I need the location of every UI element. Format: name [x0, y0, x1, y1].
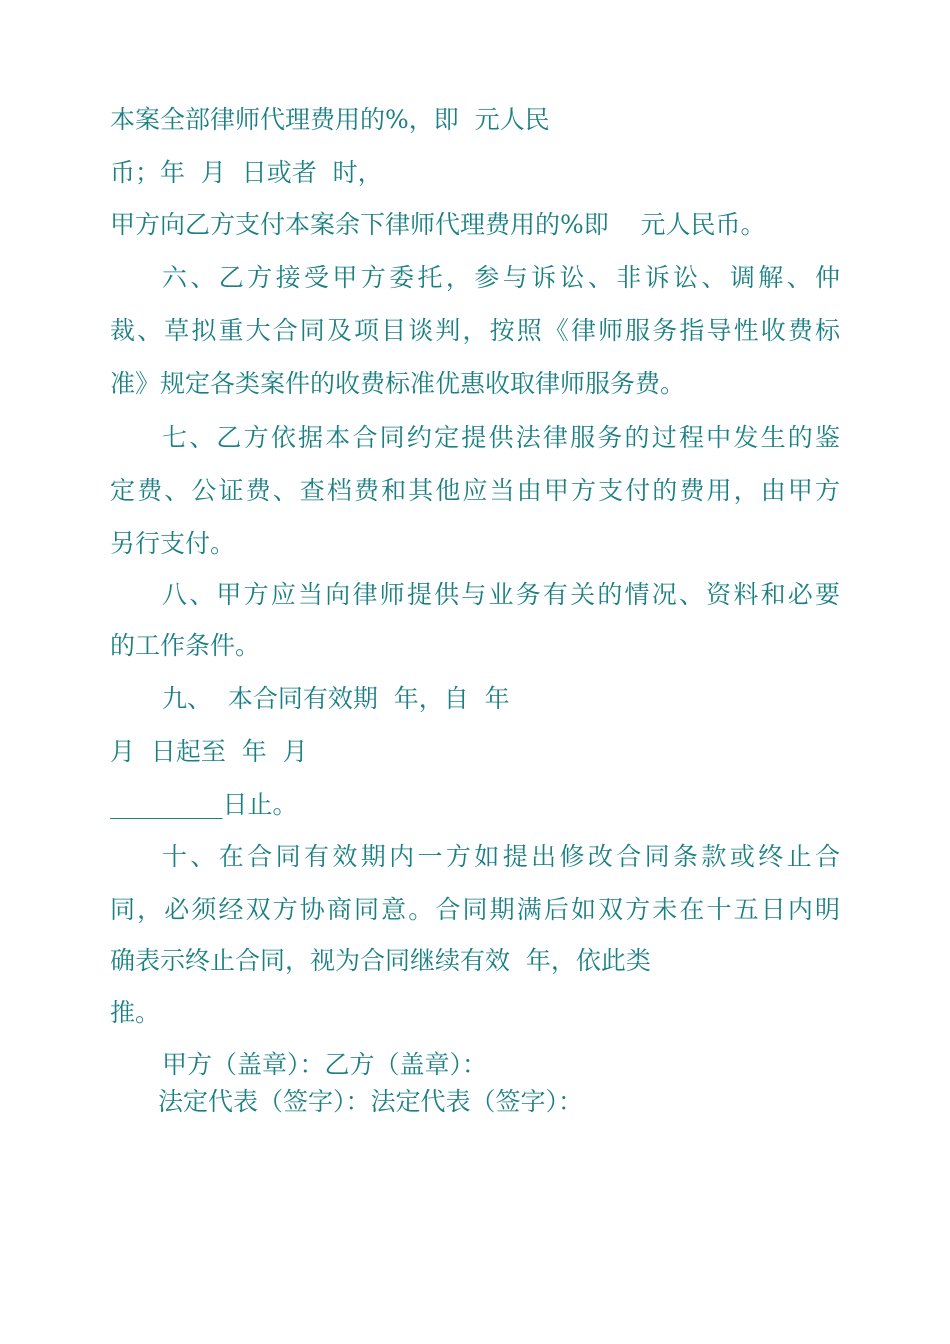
signature-rep-line: 法定代表（签字）：法定代表（签字）：: [158, 1087, 584, 1116]
clause-7-line: 七、乙方依据本合同约定提供法律服务的过程中发生的鉴: [162, 423, 840, 452]
clause-9-line: _________日止。: [110, 790, 298, 819]
signature-seal-line: 甲方（盖章）：乙方（盖章）：: [162, 1050, 488, 1079]
clause-9-line: 九、 本合同有效期 年，自 年: [162, 684, 510, 713]
clause-10-line: 推。: [110, 998, 161, 1027]
clause-10-line: 十、在合同有效期内一方如提出修改合同条款或终止合: [162, 842, 840, 871]
clause-10-line: 同，必须经双方协商同意。合同期满后如双方未在十五日内明: [110, 895, 840, 924]
clause-9-line: 月 日起至 年 月: [110, 737, 308, 766]
clause-8-line: 的工作条件。: [110, 631, 261, 660]
text-line: 币；年 月 日或者 时，: [110, 158, 383, 187]
clause-10-line: 确表示终止合同，视为合同继续有效 年，依此类: [110, 946, 651, 975]
clause-8-line: 八、甲方应当向律师提供与业务有关的情况、资料和必要: [162, 580, 840, 609]
clause-6-line: 六、乙方接受甲方委托，参与诉讼、非诉讼、调解、仲: [162, 263, 840, 292]
text-line: 甲方向乙方支付本案余下律师代理费用的%即 元人民币。: [110, 210, 766, 239]
clause-7-line: 定费、公证费、查档费和其他应当由甲方支付的费用，由甲方: [110, 476, 840, 505]
clause-6-line: 准》规定各类案件的收费标准优惠收取律师服务费。: [110, 369, 686, 398]
clause-6-line: 裁、草拟重大合同及项目谈判，按照《律师服务指导性收费标: [110, 316, 840, 345]
clause-7-line: 另行支付。: [110, 529, 236, 558]
text-line: 本案全部律师代理费用的%，即 元人民: [110, 105, 550, 134]
